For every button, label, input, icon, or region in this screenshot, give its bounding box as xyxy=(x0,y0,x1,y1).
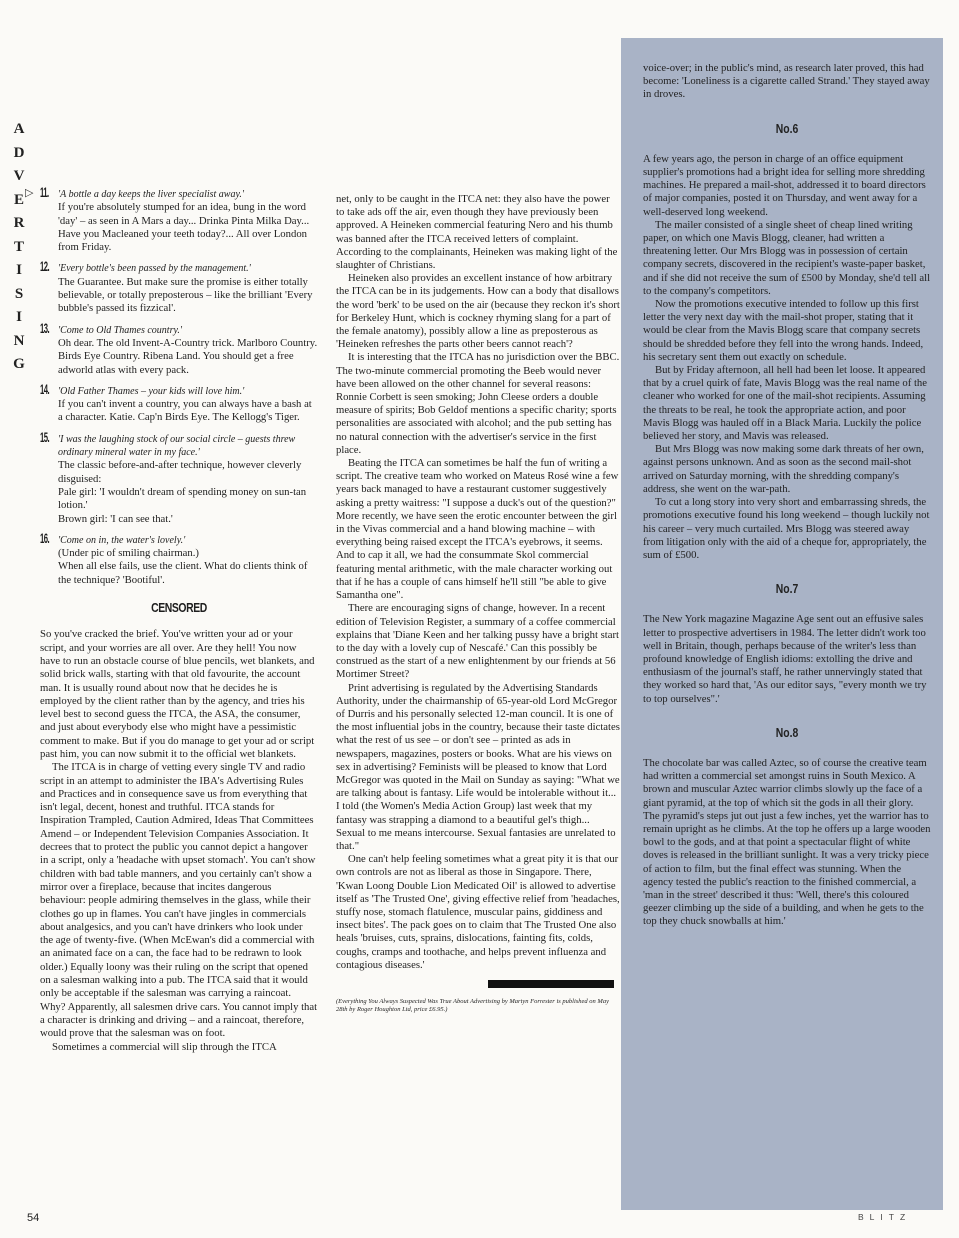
magazine-name: BLITZ xyxy=(858,1212,912,1222)
item-body: If you're absolutely stumped for an idea, bung in the word 'day' – as seen in A Mars a day... Drinka Pinta Milka Day... Have you Macleaned your teeth today?... All over London from Friday. xyxy=(58,201,310,254)
section-heading: No.7 xyxy=(775,581,799,597)
item-body: Oh dear. The old Invent-A-Country trick. Marlboro Country. Birds Eye Country. Ribena Land. You should get a free adworld atlas with every pack. xyxy=(58,336,318,376)
arrow-icon: ▷ xyxy=(25,187,34,199)
item-number: 14. xyxy=(40,380,50,397)
paragraph: The chocolate bar was called Aztec, so of course the creative team had written a commercial set amongst ruins in South Mexico. A brown and muscular Aztec warrior climbs slowly up the face of a giant pyramid, at the top of which sit the gods in all their glory. The pyramid's steps jut out just a few inches, yet the warrior has to remain upright as he climbs. At the top he offers up a large wooden bowl to the gods, and at that point a spectacular flight of white doves is released in the brilliant sunlight. It was a very tricky piece of action to film, but the final effect was stunning. When the agency tested the public's reaction to the finished commercial, a 'man in the street' described it thus: 'Well, there's this coloured geezer climbing up the side of a building, and when he gets to the top they chuck snowballs at him.' xyxy=(643,756,931,928)
item-number: 13. xyxy=(40,319,50,336)
section-heading: No.8 xyxy=(775,724,799,740)
list-item xyxy=(40,428,318,526)
list-item xyxy=(40,184,318,254)
book-credit: (Everything You Always Suspected Was True About Advertising by Martyn Forrester is published on May 28th by Roger Houghton Ltd, price £6.95.) xyxy=(336,997,609,1013)
page-number: 54 xyxy=(27,1212,40,1224)
paragraph: The mailer consisted of a single sheet of cheap lined writing paper, on which one Mavis Blogg, cleaner, had written a threatening letter. Our Mrs Blogg was in possession of certain company secrets, discovered in the recipient's waste-paper basket, and if she did not receive the sum of £500 by Monday, she'd tell all to the company's competitors. xyxy=(643,218,931,297)
censored-article xyxy=(40,628,318,1054)
item-body: The Guarantee. But make sure the promise is either totally believable, or totally preposterous – like the brilliant 'Every bubble's passed its fizzical'. xyxy=(58,275,313,315)
paragraph: It is interesting that the ITCA has no jurisdiction over the BBC. The two-minute commercial promoting the Beeb would never have been allowed on the other channel for several reasons: Ronnie Corbett is seen smoking; John Cleese orders a double measure of spirits; Bob Geldof mentions a specific charity; sports personalities are associated with alcohol; and the pub setting has no natural connection with the advertiser's service in the first place. xyxy=(336,351,620,456)
paragraph: To cut a long story into very short and embarrassing shreds, the promotions executive found his long weekend – though luckily not his career – very much curtailed. Mrs Blogg was steered away from litigation only with the aid of a cheque for, appropriately, the sum of £500. xyxy=(643,496,930,561)
paragraph: Beating the ITCA can sometimes be half the fun of writing a script. The creative team who worked on Mateus Rosé wine a few years back managed to have a restaurant customer suggestively asking a pretty waitress: "I suppose a duck's out of the question?" More recently, we have seen the erotic encounter between the girl in the Vivas commercial and a hand blowing machine – with everything being raised except the ITCA's eyebrows, it seems. And to cap it all, we had the consummate Skol commercial featuring mental arithmetic, with the male character working out that if he has a couple of cans himself he'll still "be able to give Samantha one". xyxy=(336,457,619,602)
paragraph: There are encouraging signs of change, however. In a recent edition of Television Register, a summary of a coffee commercial explains that 'Diane Keen and her talking pussy have a bright start to the day with a lovely cup of Nescafé.' Can this possibly be construed as the start of a new enlightenment by our friends at 56 Mortimer Street? xyxy=(336,602,619,681)
item-quote: 'Come on in, the water's lovely.' xyxy=(58,534,186,546)
censored-heading: CENSORED xyxy=(151,600,207,616)
item-number: 12. xyxy=(40,258,50,275)
vertical-letter: V xyxy=(13,168,25,184)
paragraph: Now the promotions executive intended to follow up this first letter the very next day with the mail-shot proper, stating that it would be clear from the Mavis Blogg scare that company secrets should be shredded before they fell into the wrong hands. Indeed, his secretary sent them out exactly on schedule. xyxy=(643,298,924,363)
item-number: 15. xyxy=(40,428,50,445)
end-rule xyxy=(488,980,614,988)
item-quote: 'I was the laughing stock of our social circle – guests threw ordinary mineral water in my face.' xyxy=(58,433,296,459)
paragraph: But Mrs Blogg was now making some dark threats of her own, against persons unknown. And as soon as the second mail-shot arrived on Saturday morning, with the shredding company's address, she went on the war-path. xyxy=(643,443,924,495)
paragraph: The New York magazine Magazine Age sent out an effusive sales letter to prospective advertisers in 1984. The letter didn't work too well in Britain, though, perhaps because of the writer's less than profound knowledge of English idioms: extolling the drive and enthusiasm of the journal's staff, he rather unnervingly stated that they worked so hard that, 'As our editor says, "every month we try to top ourselves".' xyxy=(643,613,927,705)
paragraph: Heineken also provides an excellent instance of how arbitrary the ITCA can be in its judgements. How can a body that disallows the word 'berk' to be used on the air (because they reckon it's short for Berkeley Hunt, which is cockney rhyming slang for a part of the female anatomy), possibly allow a line as preposterous as 'Heineken refreshes the parts other beers cannot reach'? xyxy=(336,272,620,351)
paragraph: Sometimes a commercial will slip through the ITCA xyxy=(52,1040,277,1053)
vertical-letter: D xyxy=(13,144,25,161)
item-body: If you can't invent a country, you can always have a bash at a character. Katie. Cap'n Birds Eye. The Kellogg's Tiger. xyxy=(58,398,312,424)
section-heading: No.6 xyxy=(775,120,799,136)
list-item xyxy=(40,380,318,425)
paragraph: A few years ago, the person in charge of an office equipment supplier's promotions had a bright idea for selling more shredding machines. He prepared a mail-shot, addressed it to board directors of major companies, posted it on Thursday, and went away for a well-deserved long weekend. xyxy=(643,152,926,218)
list-item xyxy=(40,258,318,315)
vertical-letter: R xyxy=(13,215,25,231)
article-continued xyxy=(336,193,620,972)
vertical-letter: T xyxy=(13,238,24,255)
item-number: 16. xyxy=(40,529,50,546)
numbered-list xyxy=(40,184,318,587)
list-item xyxy=(40,319,318,377)
item-number: 11. xyxy=(40,184,49,200)
paragraph: But by Friday afternoon, all hell had been let loose. It appeared that by a cruel quirk of fate, Mavis Blogg was the real name of the cleaner who worked for one of the mail-shot recipients. Assuming the threats to be real, he took the appropriate action, and poor Mavis Blogg was hauled off in a Black Maria. Luckily the police believed her story, and Mavis was released. xyxy=(643,364,928,443)
item-body: (Under pic of smiling chairman.) When all else fails, use the client. What do clients think of the technique? 'Bootiful'. xyxy=(58,547,308,586)
vertical-letter: I xyxy=(16,262,22,278)
list-item xyxy=(40,529,318,587)
item-quote: 'Old Father Thames – your kids will love him.' xyxy=(58,385,245,397)
paragraph: net, only to be caught in the ITCA net: they also have the power to take ads off the air, even though they have previously been approved. A Heineken commercial featuring Nero and his thumb was banned after the ITCA received letters of complaint. According to the complainants, Heineken was making light of the slaughter of Christians. xyxy=(336,193,618,272)
item-body: The classic before-and-after technique, however cleverly disguised: Pale girl: 'I wouldn't dream of spending money on sun-tan lotion.' Brown girl: 'I can see that.' xyxy=(58,459,307,525)
paragraph: So you've cracked the brief. You've written your ad or your script, and your worries are all over. Are they hell! You now have to run an obstacle course of blue pencils, wet blankets, and solid brick walls, starting with that old favourite, the account man. It is usually round about now that he decides he is employed by the client rather than by the agency, and tries his level best to second guess the ITCA, the ASA, the consumer, and just about everybody else who might have a pessimistic comment to make. But if you do manage to get your ad or script past him, you can now submit it to the official wet blankets. xyxy=(40,628,315,760)
item-quote: 'A bottle a day keeps the liver specialist away.' xyxy=(58,189,244,200)
paragraph: One can't help feeling sometimes what a great pity it is that our own controls are not as liberal as those in Singapore. There, 'Kwan Loong Double Lion Medicated Oil' is allowed to advertise itself as 'The Trusted One', giving effective relief from 'headaches, stuffy nose, stomach flatulence, muscular pains, giddiness and insect bites'. The pack goes on to claim that The Trusted One also heals 'bruises, cuts, sprains, dislocations, fainting fits, colds, coughs, cramps and toothache, and helps prevent influenza and contagious diseases.' xyxy=(336,853,620,971)
item-quote: 'Come to Old Thames country.' xyxy=(58,324,182,336)
vertical-letter: N xyxy=(13,332,25,349)
vertical-letter: E xyxy=(13,191,24,208)
vertical-letter: S xyxy=(14,285,24,302)
sidebar-panel xyxy=(621,38,943,1210)
column-2 xyxy=(336,193,620,1014)
paragraph: Print advertising is regulated by the Advertising Standards Authority, under the chairmanship of 65-year-old Lord McGregor of Durris and his personally selected 12-man council. It is one of the most influential jobs in the country, because their taste dictates what the rest of us see – or don't see – printed as ads in newspapers, magazines, posters or books. What are his views on sex in advertising? Feminists will be pleased to know that Lord McGregor was quoted in the Mail on Sunday as saying: "What we are talking about is fantasy. Life would be intolerable without it... I told (the Women's Media Action Group) last week that my fantasy was strapping a diamond to a beautiful gel's thigh... Sexual to me means intercourse. Sexual fantasies are unrelated to that." xyxy=(336,681,620,852)
sidebar-sections xyxy=(643,122,931,929)
paragraph: The ITCA is in charge of vetting every single TV and radio script in an attempt to administer the IBA's Advertising Rules and Practices and in consequence save us from everything that isn't legal, decent, honest and truthful. ITCA stands for Inspiration Trampled, Caution Admired, Ideas That Committees Amend – or Independent Television Companies Association. It decrees that to protect the public you cannot depict a hangover in a script, only a 'headache with upset stomach'. You can't show children with bad table manners, and you certainly can't show a mirror over a fireplace, because that incites dangerous behaviour: people admiring themselves in the glass, while their clothes go up in flames. You can't have jingles in commercials about analgesics, and you can't have drinkers who look under the age of twenty-five. (When McEwan's did a commercial with an animated face on a can, the face had to be redrawn to look older.) Equally loony was their ruling on the script that opened on a salesman walking into a pub. The ITCA said that it would only be acceptable if the salesman was carrying a raincoat. Why? Apparently, all salesmen drive cars. You cannot imply that a character is drinking and driving – and a raincoat, therefore, would prove that the salesman was on foot. xyxy=(40,761,318,1040)
sidebar-intro: voice-over; in the public's mind, as research later proved, this had become: 'Loneliness is a cigarette called Strand.' They stayed away in droves. xyxy=(643,62,930,101)
vertical-title xyxy=(10,118,28,377)
vertical-letter: A xyxy=(13,121,25,137)
vertical-letter: I xyxy=(16,309,22,325)
column-1 xyxy=(40,184,318,1054)
vertical-letter: G xyxy=(13,356,25,372)
item-quote: 'Every bottle's been passed by the management.' xyxy=(58,263,251,275)
